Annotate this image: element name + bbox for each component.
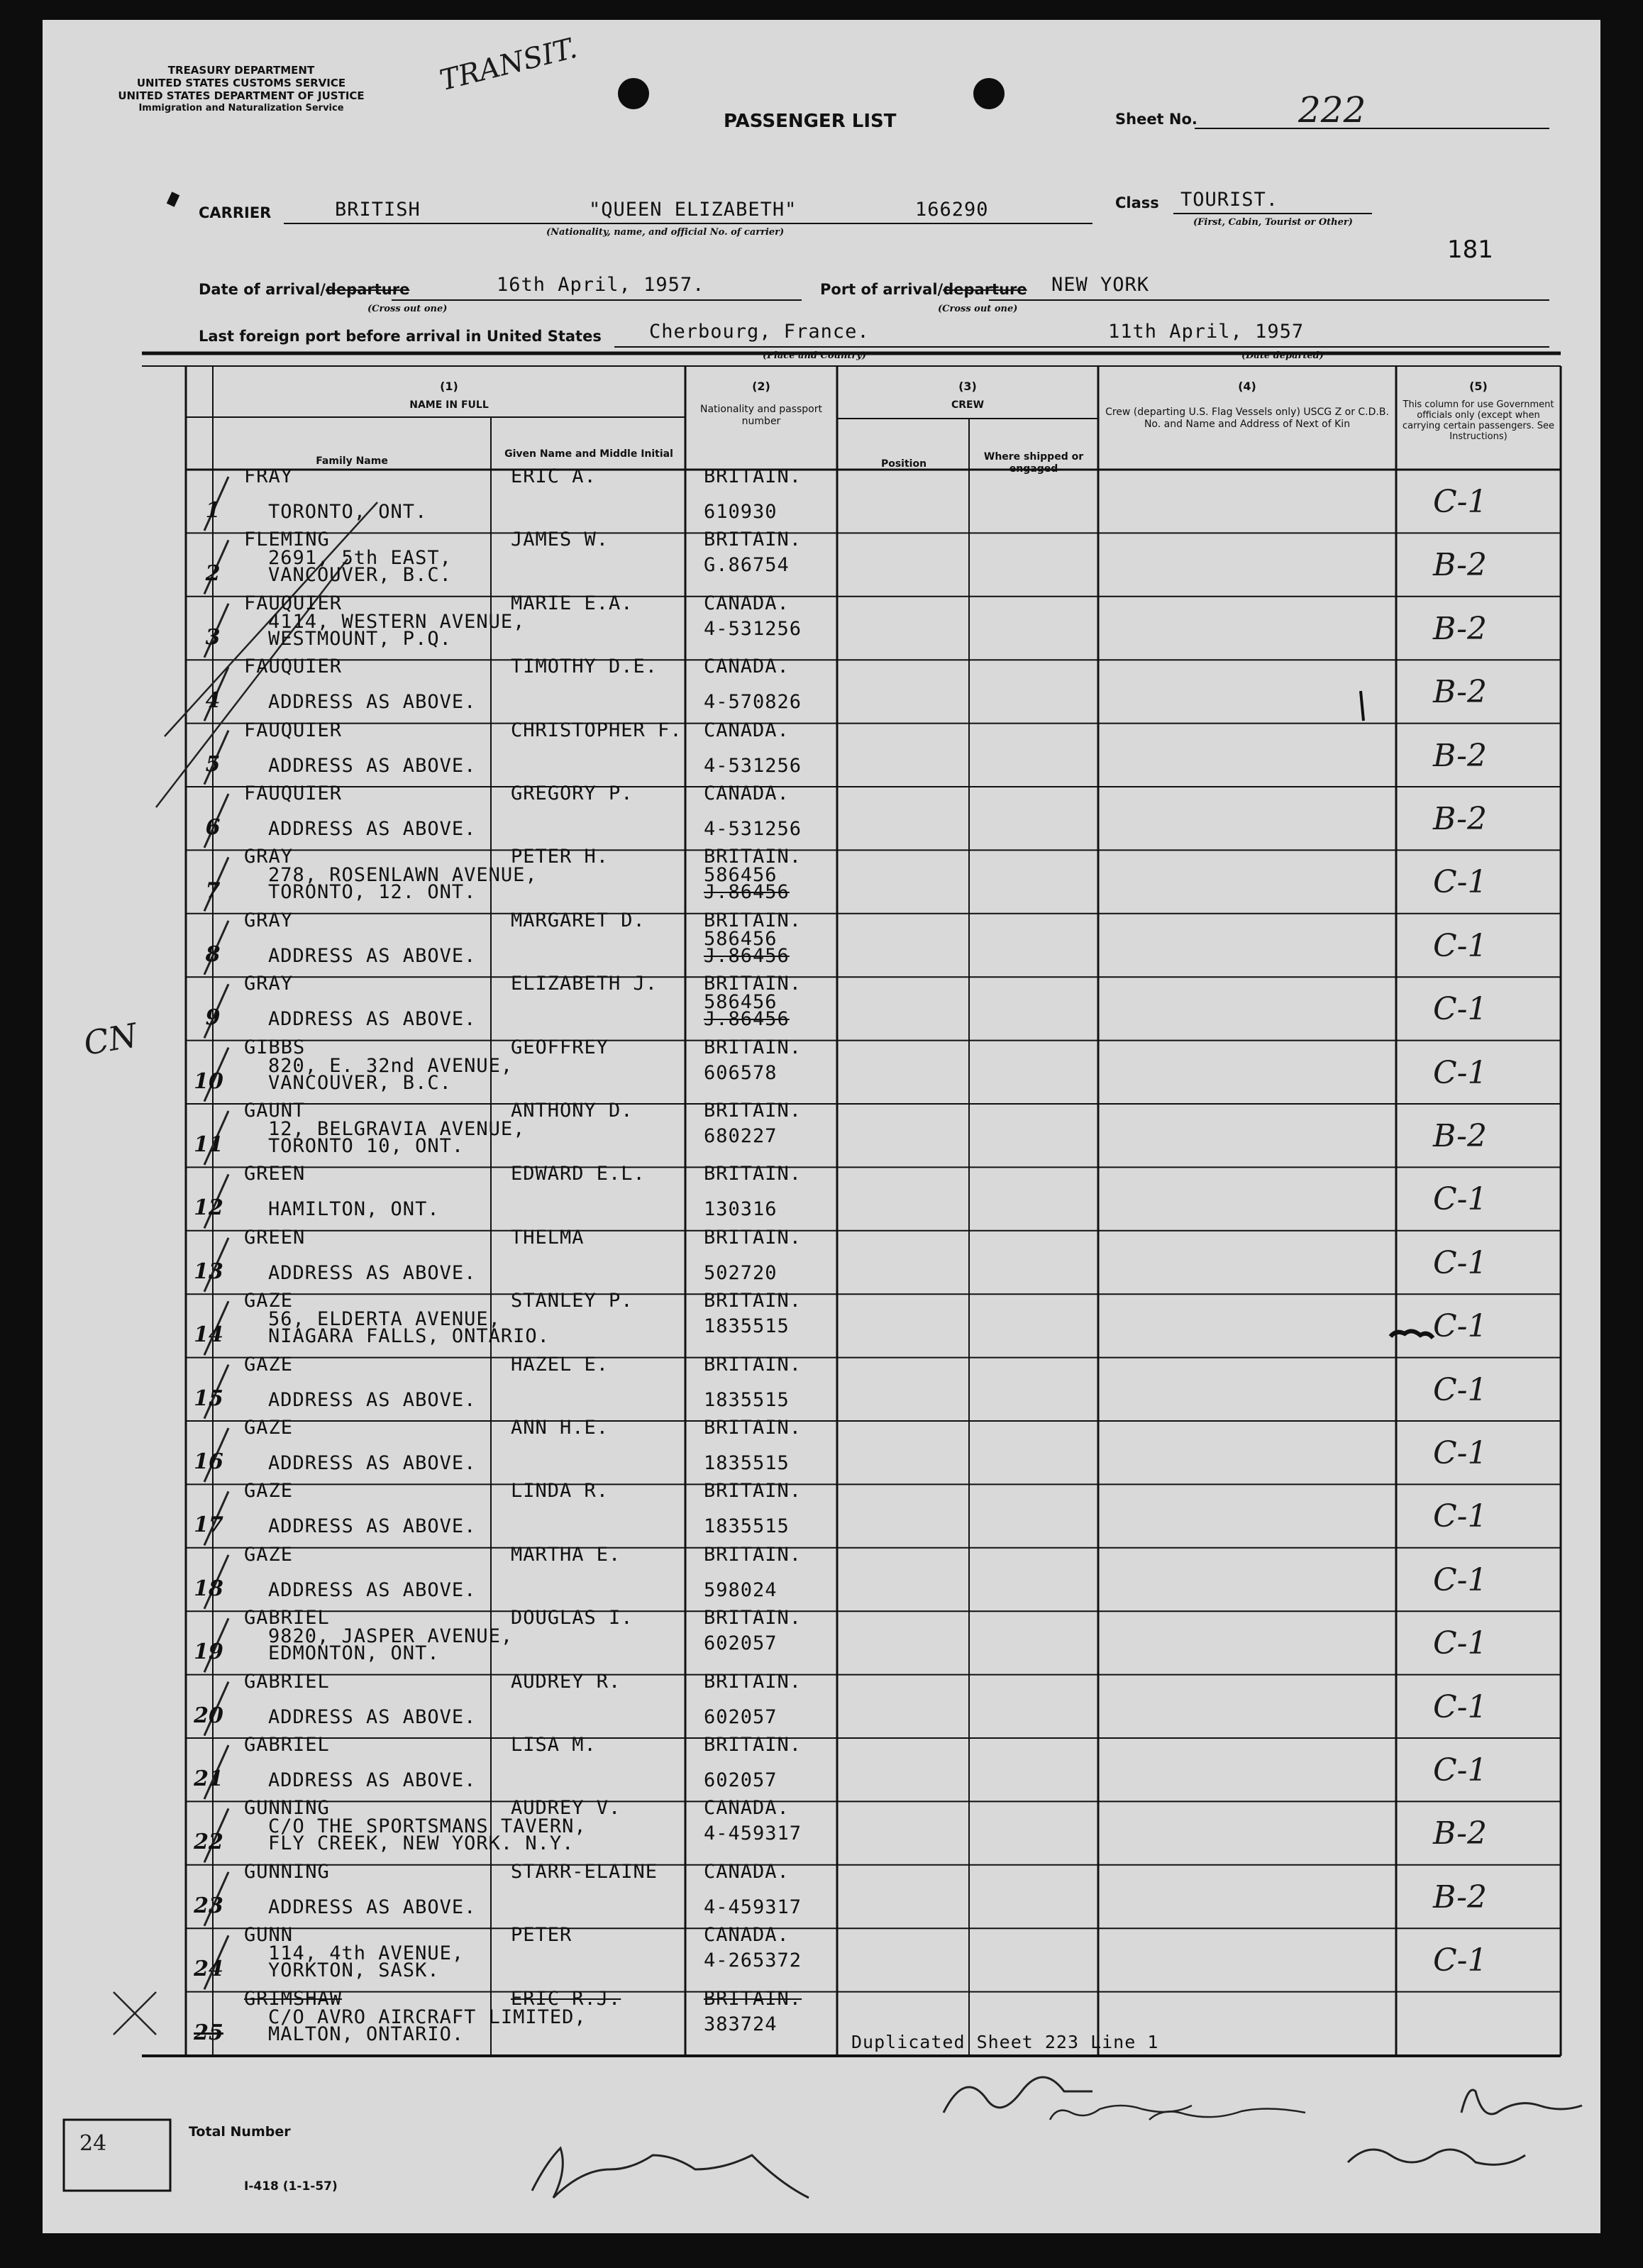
passport-number: 1835515	[704, 1388, 790, 1411]
given-name: CHRISTOPHER F.	[511, 719, 682, 741]
government-code: C-1	[1433, 484, 1488, 520]
col4-title: Crew (departing U.S. Flag Vessels only) USCG Z or C.D.B. No. and Name and Address of Next of Kin	[1105, 406, 1389, 430]
row-number: 8	[205, 941, 221, 967]
address-line-2: ADDRESS AS ABOVE.	[268, 1515, 477, 1538]
passport-number: 1835515	[704, 1452, 790, 1474]
family-name: GUNNING	[244, 1797, 330, 1820]
passport-old: J.86456	[704, 1008, 790, 1031]
address-line-2: TORONTO 10, ONT.	[268, 1135, 465, 1157]
given-name: MARIE E.A.	[511, 592, 634, 614]
passport-number: 4-531256	[704, 754, 802, 777]
nationality: CANADA.	[704, 1860, 790, 1883]
family-name: GAZE	[244, 1543, 294, 1566]
stamp-number: 181	[1447, 236, 1493, 264]
margin-note: CN	[80, 1015, 140, 1063]
passport-number: 606578	[704, 1061, 778, 1084]
address-line-2: ADDRESS AS ABOVE.	[268, 1705, 477, 1728]
nationality: BRITAIN.	[704, 973, 802, 995]
col4-number: (4)	[1238, 380, 1256, 393]
departed-date: 11th April, 1957	[1108, 321, 1305, 343]
address-line-1: 12, BELGRAVIA AVENUE,	[268, 1118, 526, 1140]
government-code: C-1	[1433, 1688, 1488, 1725]
carrier-official-no: 166290	[915, 199, 989, 221]
port-label: Port of arrival/departure	[820, 281, 1027, 298]
last-port-caption: (Place and Country)	[763, 350, 866, 361]
given-name: STARR-ELAINE	[511, 1860, 658, 1883]
passport-number: 1835515	[704, 1515, 790, 1538]
given-name: ERIC R.J.	[511, 1987, 621, 2010]
departed-caption: (Date departed)	[1241, 350, 1324, 361]
arrival-caption: (Cross out one)	[367, 304, 448, 314]
family-name: GRIMSHAW	[244, 1987, 343, 2010]
family-name: FAUQUIER	[244, 719, 343, 741]
passport-number: 1835515	[704, 1315, 790, 1338]
nationality: BRITAIN.	[704, 1226, 802, 1249]
address-line-2: MALTON, ONTARIO.	[268, 2023, 465, 2045]
row-number: 5	[205, 751, 221, 777]
total-number-value: 24	[79, 2131, 107, 2156]
nationality: BRITAIN.	[704, 1163, 802, 1185]
given-name: AUDREY R.	[511, 1670, 621, 1693]
given-name: ELIZABETH J.	[511, 973, 658, 995]
given-name: TIMOTHY D.E.	[511, 655, 658, 678]
row-number: 12	[194, 1195, 223, 1221]
address-line-1: 4114, WESTERN AVENUE,	[268, 610, 526, 633]
government-code: C-1	[1433, 1054, 1488, 1091]
given-name: GREGORY P.	[511, 782, 634, 804]
form-number: I-418 (1-1-57)	[244, 2179, 338, 2194]
family-name: FAUQUIER	[244, 782, 343, 804]
family-name: GUNNING	[244, 1860, 330, 1883]
row-number: 6	[205, 815, 221, 840]
address-line-2: WESTMOUNT, P.Q.	[268, 627, 452, 650]
row-number: 25	[194, 2020, 223, 2045]
government-code: B-2	[1433, 1815, 1488, 1852]
nationality: BRITAIN.	[704, 1480, 802, 1503]
shipped-header: Where shipped or engaged	[983, 451, 1084, 475]
family-name: GRAY	[244, 973, 294, 995]
carrier-nationality: BRITISH	[335, 199, 421, 221]
government-code: C-1	[1433, 864, 1488, 901]
col3-title: CREW	[951, 399, 985, 411]
passport-number: 130316	[704, 1198, 778, 1221]
given-name: ANTHONY D.	[511, 1100, 634, 1122]
nationality: CANADA.	[704, 782, 790, 804]
passport-number: 598024	[704, 1578, 778, 1601]
arrival-port: NEW YORK	[1051, 274, 1150, 296]
address-line-1: 56, ELDERTA AVENUE,	[268, 1308, 501, 1331]
transit-handwritten-note: TRANSIT.	[436, 31, 581, 98]
row-number: 24	[194, 1957, 223, 1982]
address-line-2: ADDRESS AS ABOVE.	[268, 1578, 477, 1601]
total-number-label: Total Number	[189, 2124, 291, 2140]
address-line-2: ADDRESS AS ABOVE.	[268, 1261, 477, 1284]
col1-header	[213, 380, 685, 411]
last-port-label: Last foreign port before arrival in United States	[199, 328, 602, 345]
row-number: 21	[194, 1766, 223, 1791]
government-code: B-2	[1433, 1118, 1488, 1154]
given-name-header: Given Name and Middle Initial	[504, 448, 673, 460]
family-name: FLEMING	[244, 529, 330, 551]
row-number: 14	[194, 1322, 223, 1348]
government-code: C-1	[1433, 991, 1488, 1028]
government-code: B-2	[1433, 674, 1488, 711]
agency-line: UNITED STATES DEPARTMENT OF JUSTICE	[118, 89, 365, 102]
nationality: BRITAIN.	[704, 1036, 802, 1058]
given-name: THELMA	[511, 1226, 585, 1249]
family-name: GIBBS	[244, 1036, 306, 1058]
row-number: 20	[194, 1703, 223, 1728]
given-name: ERIC A.	[511, 465, 597, 487]
port-caption: (Cross out one)	[938, 304, 1018, 314]
given-name: MARGARET D.	[511, 909, 646, 931]
address-line-2: ADDRESS AS ABOVE.	[268, 944, 477, 967]
address-line-2: ADDRESS AS ABOVE.	[268, 691, 477, 714]
address-line-2: HAMILTON, ONT.	[268, 1198, 440, 1221]
passport-number: 680227	[704, 1125, 778, 1147]
given-name: JAMES W.	[511, 529, 609, 551]
address-line-2: ADDRESS AS ABOVE.	[268, 754, 477, 777]
class-caption: (First, Cabin, Tourist or Other)	[1193, 217, 1353, 228]
government-code: B-2	[1433, 737, 1488, 774]
government-code: C-1	[1433, 1371, 1488, 1408]
family-name-header: Family Name	[316, 455, 388, 467]
passport-number: 602057	[704, 1769, 778, 1791]
family-name: GRAY	[244, 909, 294, 931]
government-code: C-1	[1433, 1625, 1488, 1662]
government-code: C-1	[1433, 1752, 1488, 1788]
address-line-2: ADDRESS AS ABOVE.	[268, 1008, 477, 1031]
row-number: 4	[205, 688, 221, 714]
government-code: C-1	[1433, 1308, 1488, 1345]
nationality: BRITAIN.	[704, 909, 802, 931]
nationality: CANADA.	[704, 1924, 790, 1947]
nationality: BRITAIN.	[704, 1607, 802, 1630]
given-name: LISA M.	[511, 1734, 597, 1756]
address-line-2: EDMONTON, ONT.	[268, 1642, 440, 1665]
passport-old: J.86456	[704, 944, 790, 967]
government-code: B-2	[1433, 547, 1488, 584]
nationality: BRITAIN.	[704, 1987, 802, 2010]
nationality: BRITAIN.	[704, 1543, 802, 1566]
row-number: 11	[194, 1132, 223, 1157]
row-number: 19	[194, 1639, 223, 1665]
address-line-2: YORKTON, SASK.	[268, 1959, 440, 1982]
given-name: STANLEY P.	[511, 1290, 634, 1312]
passport-old: J.86456	[704, 881, 790, 904]
row-number: 13	[194, 1259, 223, 1284]
col2-header	[690, 380, 833, 428]
passport-number: 4-459317	[704, 1896, 802, 1918]
government-code: C-1	[1433, 1435, 1488, 1471]
row-number: 18	[194, 1576, 223, 1601]
family-name: GREEN	[244, 1163, 306, 1185]
row-number: 1	[205, 498, 221, 523]
col2-number: (2)	[752, 380, 770, 393]
address-line-1: 114, 4th AVENUE,	[268, 1942, 465, 1965]
nationality: BRITAIN.	[704, 529, 802, 551]
given-name: PETER	[511, 1924, 572, 1947]
family-name: GABRIEL	[244, 1607, 330, 1630]
given-name: AUDREY V.	[511, 1797, 621, 1820]
family-name: GREEN	[244, 1226, 306, 1249]
nationality: BRITAIN.	[704, 1670, 802, 1693]
agency-line: TREASURY DEPARTMENT	[167, 64, 315, 77]
passenger-list-page	[43, 20, 1600, 2233]
given-name: ANN H.E.	[511, 1417, 609, 1439]
family-name: GUNN	[244, 1924, 294, 1947]
address-line-2: ADDRESS AS ABOVE.	[268, 818, 477, 840]
family-name: GAZE	[244, 1417, 294, 1439]
nationality: BRITAIN.	[704, 465, 802, 487]
nationality: BRITAIN.	[704, 1290, 802, 1312]
arrival-date: 16th April, 1957.	[497, 274, 705, 296]
government-code: B-2	[1433, 1879, 1488, 1915]
passport-number: 586456	[704, 927, 778, 950]
row-number: 7	[205, 878, 221, 904]
col5-header	[1399, 380, 1558, 442]
given-name: GEOFFREY	[511, 1036, 609, 1058]
given-name: HAZEL E.	[511, 1353, 609, 1376]
passport-number: 4-531256	[704, 818, 802, 840]
passport-number: 4-459317	[704, 1822, 802, 1845]
passport-number: 602057	[704, 1705, 778, 1728]
address-line-2: ADDRESS AS ABOVE.	[268, 1452, 477, 1474]
col1-number: (1)	[440, 380, 458, 393]
family-name: GABRIEL	[244, 1670, 330, 1693]
government-code: C-1	[1433, 1942, 1488, 1979]
given-name: EDWARD E.L.	[511, 1163, 646, 1185]
nationality: BRITAIN.	[704, 1353, 802, 1376]
carrier-label: CARRIER	[199, 204, 272, 221]
carrier-caption: (Nationality, name, and official No. of carrier)	[546, 227, 785, 238]
address-line-1: 9820, JASPER AVENUE,	[268, 1625, 514, 1648]
government-code: B-2	[1433, 801, 1488, 837]
duplicate-note: Duplicated Sheet 223 Line 1	[851, 2032, 1159, 2052]
agency-line: Immigration and Naturalization Service	[138, 103, 344, 114]
passport-number: 4-570826	[704, 691, 802, 714]
passport-number: 4-531256	[704, 617, 802, 640]
government-code: C-1	[1433, 927, 1488, 964]
col2-title: Nationality and passport number	[700, 404, 822, 427]
address-line-1: C/O THE SPORTSMANS TAVERN,	[268, 1815, 587, 1838]
address-line-1: 820, E. 32nd AVENUE,	[268, 1054, 514, 1077]
row-number: 22	[194, 1830, 223, 1855]
sheet-number: 222	[1298, 89, 1366, 131]
row-number: 23	[194, 1893, 223, 1918]
col3-number: (3)	[958, 380, 977, 393]
address-line-2: ADDRESS AS ABOVE.	[268, 1769, 477, 1791]
row-number: 3	[205, 624, 221, 650]
row-number: 10	[194, 1068, 223, 1094]
family-name: GRAY	[244, 846, 294, 868]
nationality: CANADA.	[704, 592, 790, 614]
government-code: C-1	[1433, 1561, 1488, 1598]
col5-number: (5)	[1469, 380, 1488, 393]
family-name: FRAY	[244, 465, 294, 487]
government-code: C-1	[1433, 1244, 1488, 1281]
nationality: CANADA.	[704, 1797, 790, 1820]
row-number: 15	[194, 1385, 223, 1411]
class-value: TOURIST.	[1180, 189, 1279, 211]
government-code: B-2	[1433, 610, 1488, 647]
address-line-2: VANCOUVER, B.C.	[268, 564, 452, 587]
col5-title: This column for use Government officials only (except when carrying certain passengers. See Instructions)	[1403, 399, 1554, 442]
col4-header	[1104, 380, 1390, 431]
address-line-2: NIAGARA FALLS, ONTARIO.	[268, 1325, 550, 1348]
passport-number: 610930	[704, 501, 778, 523]
passport-number: 502720	[704, 1261, 778, 1284]
given-name: LINDA R.	[511, 1480, 609, 1503]
passport-number: G.86754	[704, 554, 790, 577]
nationality: BRITAIN.	[704, 846, 802, 868]
family-name: GAZE	[244, 1353, 294, 1376]
col1-title: NAME IN FULL	[409, 399, 489, 411]
nationality: BRITAIN.	[704, 1417, 802, 1439]
last-port-value: Cherbourg, France.	[649, 321, 870, 343]
family-name: FAUQUIER	[244, 592, 343, 614]
class-label: Class	[1115, 194, 1159, 211]
passport-number: 602057	[704, 1632, 778, 1655]
given-name: PETER H.	[511, 846, 609, 868]
address-line-2: FLY CREEK, NEW YORK. N.Y.	[268, 1832, 575, 1855]
nationality: BRITAIN.	[704, 1734, 802, 1756]
family-name: GAUNT	[244, 1100, 306, 1122]
carrier-name: "QUEEN ELIZABETH"	[589, 199, 797, 221]
row-number: 9	[205, 1005, 221, 1031]
nationality: CANADA.	[704, 655, 790, 678]
col3-header	[841, 380, 1094, 411]
address-line-2: ADDRESS AS ABOVE.	[268, 1896, 477, 1918]
address-line-2: TORONTO, ONT.	[268, 501, 428, 523]
form-title: PASSENGER LIST	[724, 111, 897, 132]
address-line-1: 278, ROSENLAWN AVENUE,	[268, 864, 538, 887]
passport-number: 586456	[704, 991, 778, 1014]
family-name: GABRIEL	[244, 1734, 330, 1756]
given-name: MARTHA E.	[511, 1543, 621, 1566]
passport-number: 586456	[704, 864, 778, 887]
agency-line: UNITED STATES CUSTOMS SERVICE	[136, 77, 346, 89]
address-line-1: C/O AVRO AIRCRAFT LIMITED,	[268, 2006, 587, 2028]
government-code: C-1	[1433, 1498, 1488, 1535]
family-name: GAZE	[244, 1290, 294, 1312]
passport-number: 383724	[704, 2013, 778, 2035]
family-name: FAUQUIER	[244, 655, 343, 678]
position-header: Position	[880, 458, 927, 470]
nationality: CANADA.	[704, 719, 790, 741]
address-line-2: ADDRESS AS ABOVE.	[268, 1388, 477, 1411]
arrival-label: Date of arrival/departure	[199, 281, 410, 298]
government-code: C-1	[1433, 1181, 1488, 1218]
passport-number: 4-265372	[704, 1949, 802, 1972]
given-name: DOUGLAS I.	[511, 1607, 634, 1630]
row-number: 16	[194, 1449, 223, 1474]
address-line-2: TORONTO, 12. ONT.	[268, 881, 477, 904]
sheet-label: Sheet No.	[1115, 111, 1197, 128]
address-line-2: VANCOUVER, B.C.	[268, 1071, 452, 1094]
nationality: BRITAIN.	[704, 1100, 802, 1122]
row-number: 17	[194, 1512, 223, 1538]
address-line-1: 2691, 5th EAST,	[268, 547, 452, 570]
family-name: GAZE	[244, 1480, 294, 1503]
row-number: 2	[205, 561, 221, 587]
